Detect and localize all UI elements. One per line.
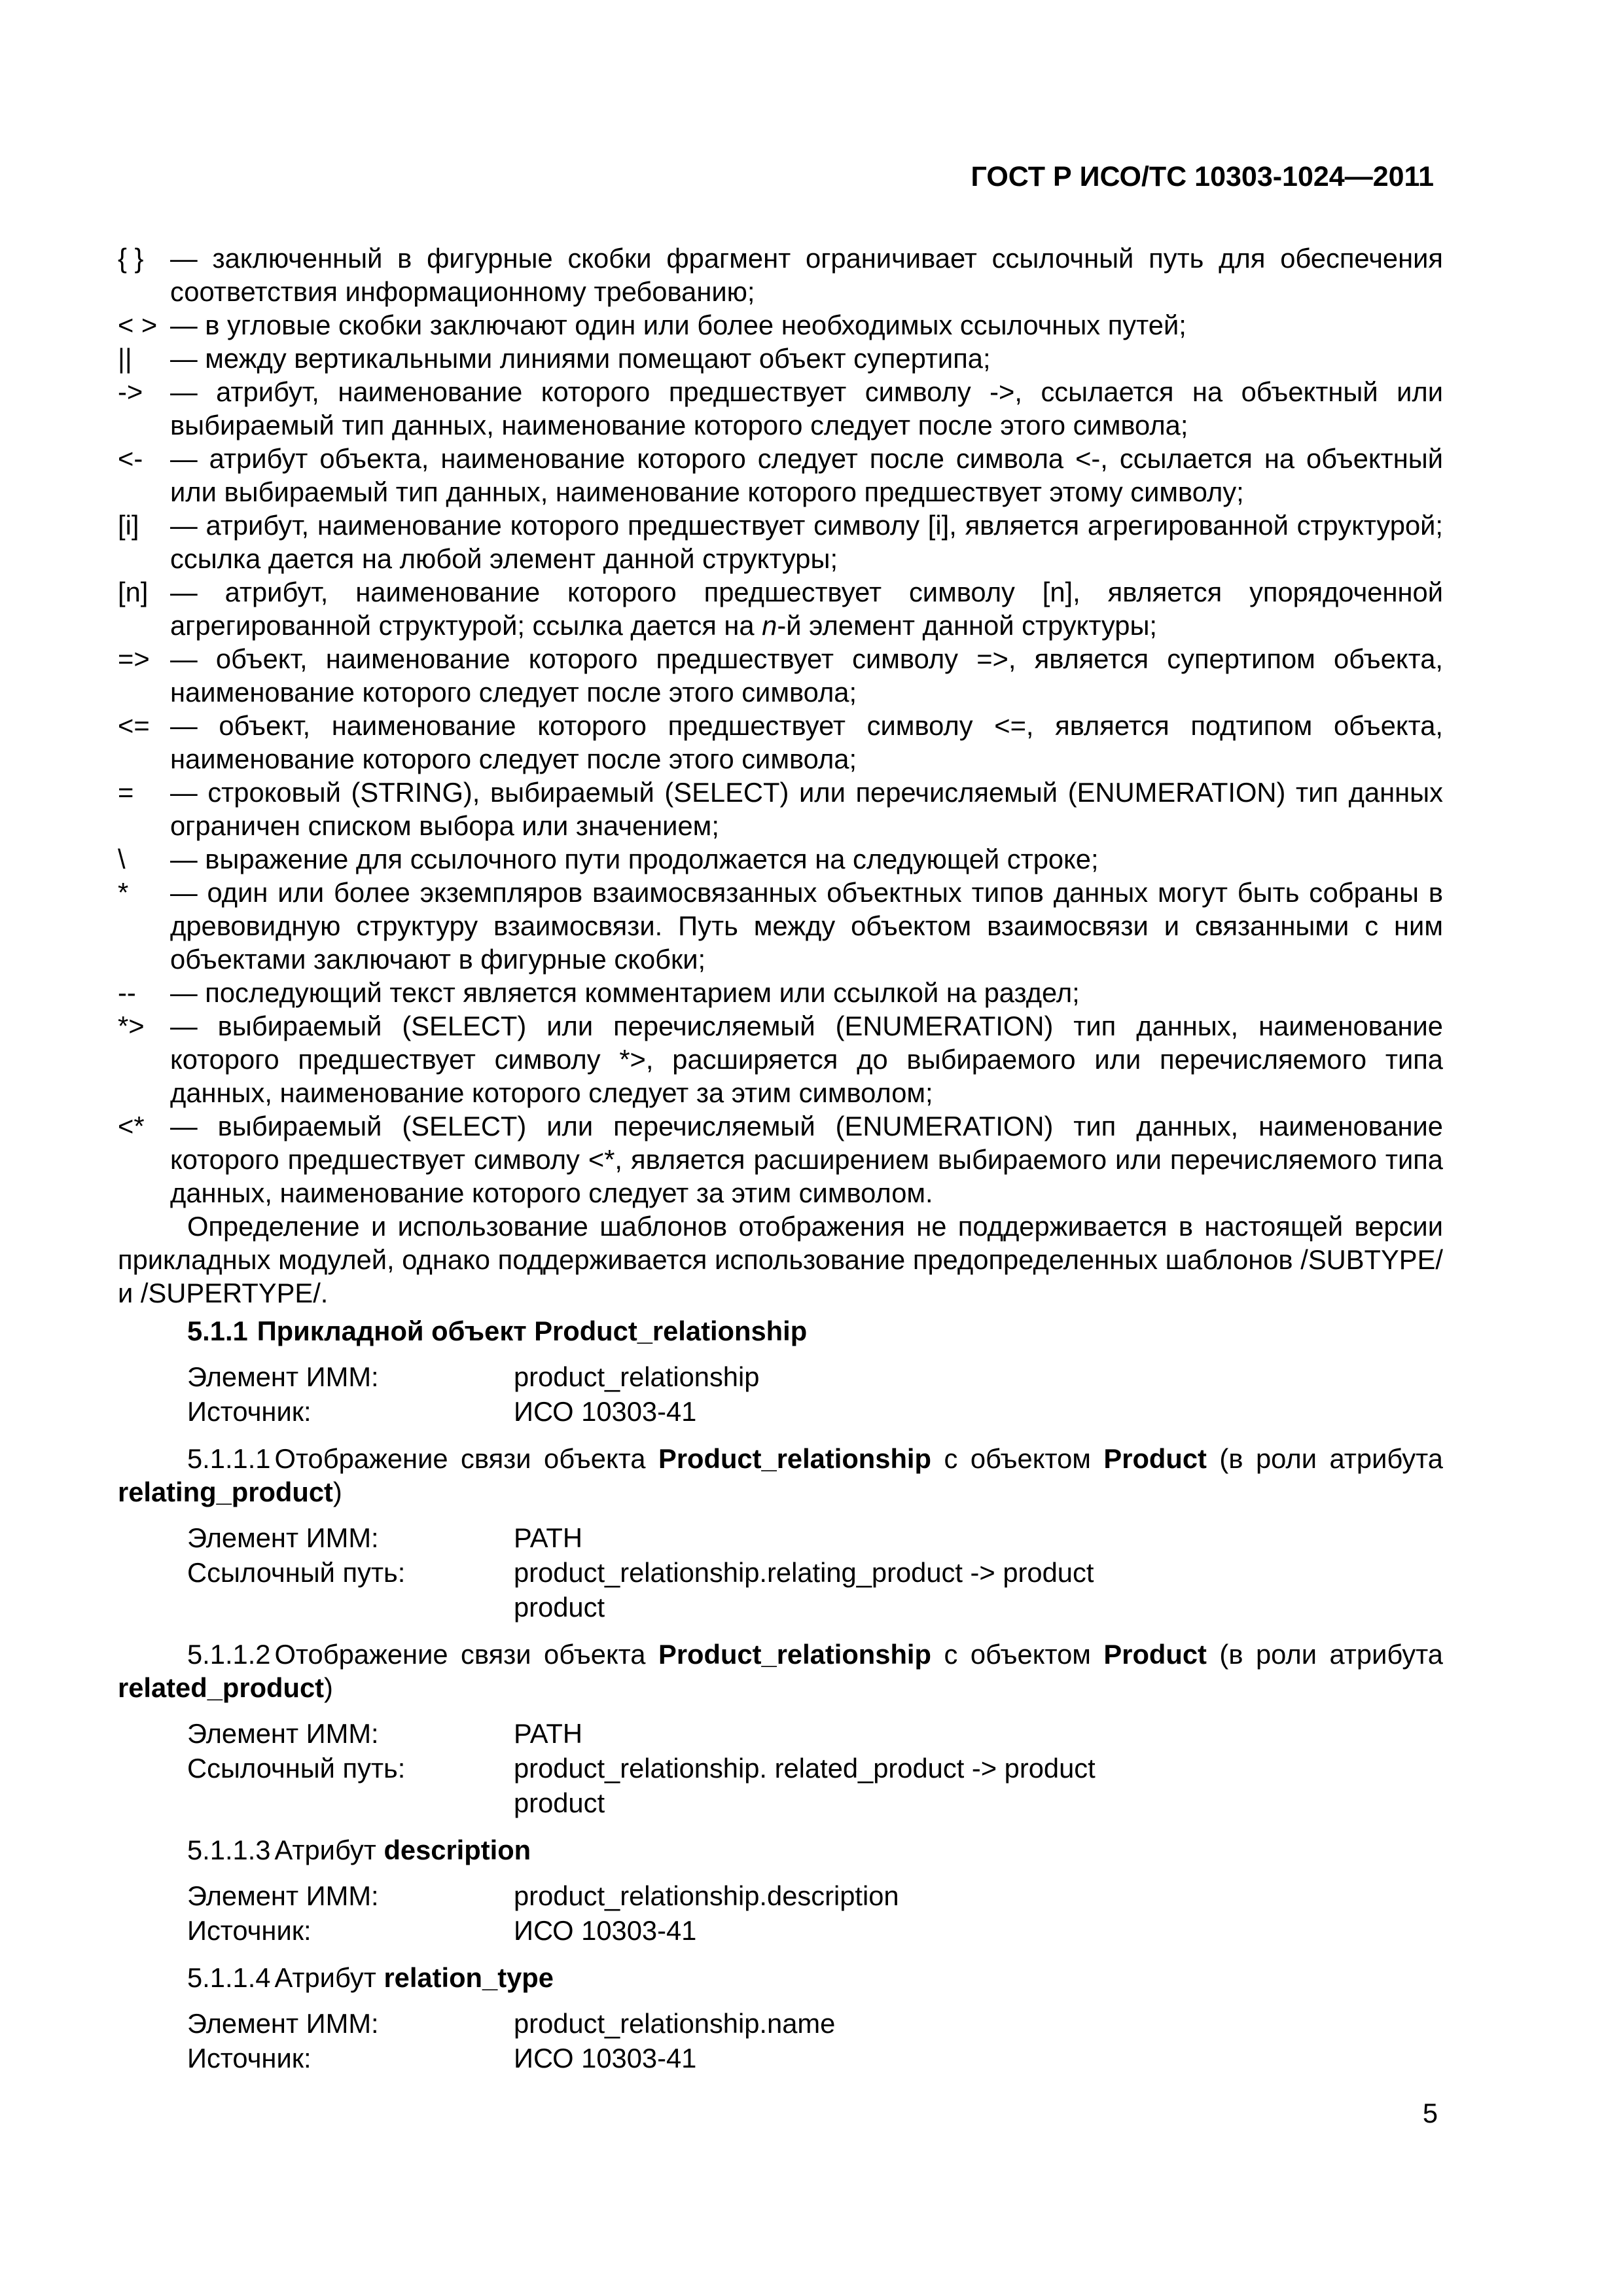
- notation-description: — выражение для ссылочного пути продолжается на следующей строке;: [170, 844, 1099, 874]
- mapping-row: [118, 1751, 1443, 1785]
- notation-symbol: =>: [118, 643, 150, 674]
- mapping-table: [118, 1716, 1443, 1820]
- notation-item: [118, 709, 1443, 776]
- notation-description: — заключенный в фигурные скобки фрагмент ограничивает ссылочный путь для обеспечения соответствия информационному требованию;: [170, 243, 1443, 307]
- mapping-label: Ссылочный путь:: [187, 1557, 406, 1588]
- notation-item: [118, 876, 1443, 976]
- subsection-text: ): [324, 1672, 333, 1703]
- mapping-value: product: [514, 1592, 605, 1623]
- notation-item: [118, 242, 1443, 308]
- notation-symbol: ||: [118, 343, 132, 374]
- subsection-paragraph: [118, 1833, 1443, 1867]
- mapping-label: Источник:: [187, 1396, 312, 1427]
- notation-symbol: ->: [118, 376, 143, 407]
- notation-item: [118, 575, 1443, 642]
- mapping-row: [118, 1394, 1443, 1429]
- notation-description: [170, 575, 1443, 642]
- subsection-text: Атрибут: [274, 1835, 384, 1865]
- notation-item: [118, 842, 1443, 876]
- mapping-label: Элемент ИММ:: [187, 1522, 379, 1553]
- mapping-row: [118, 2006, 1443, 2041]
- notation-symbol: \: [118, 844, 126, 874]
- subsection-number: 5.1.1.2: [187, 1639, 271, 1670]
- mapping-label: Источник:: [187, 1915, 312, 1946]
- notation-symbol: <-: [118, 443, 143, 474]
- mapping-value: product_relationship.relating_product -> product: [514, 1557, 1094, 1588]
- mapping-label: Элемент ИММ:: [187, 1880, 379, 1911]
- mapping-row: [118, 1555, 1443, 1590]
- subsection-text: (в роли атрибута: [1206, 1639, 1443, 1670]
- mapping-row: [118, 1878, 1443, 1913]
- notation-description: — один или более экземпляров взаимосвязанных объектных типов данных могут быть собраны в древовидную структуру взаимосвязи. Путь между объектом взаимосвязи и связанными с ним объектами заключают в фигурные скобки;: [170, 877, 1443, 975]
- notation-description: — атрибут, наименование которого предшествует символу [i], является агрегированной структурой; ссылка дается на любой элемент данной структуры;: [170, 510, 1443, 574]
- mapping-row: [118, 1716, 1443, 1751]
- mapping-table: [118, 2006, 1443, 2075]
- section-title: Прикладной объект Product_relationship: [257, 1316, 808, 1346]
- notation-item: [118, 642, 1443, 709]
- subsection-paragraph: [118, 1442, 1443, 1509]
- mapping-row: [118, 1913, 1443, 1948]
- mapping-row: [118, 1785, 1443, 1820]
- mapping-value: PATH: [514, 1718, 582, 1749]
- subsection-text-bold: Product_relationship: [658, 1443, 931, 1474]
- subsection-text-bold: Product: [1103, 1639, 1207, 1670]
- mapping-row: [118, 2041, 1443, 2075]
- subsection-text: Отображение связи объекта: [274, 1443, 659, 1474]
- notation-item: [118, 976, 1443, 1009]
- notation-symbol: --: [118, 977, 136, 1008]
- subsection-text: Атрибут: [274, 1962, 384, 1993]
- mapping-table: [118, 1878, 1443, 1948]
- subsection-text-bold: relating_product: [118, 1477, 333, 1507]
- mapping-label: [187, 1785, 514, 1820]
- subsection-number: 5.1.1.1: [187, 1443, 271, 1474]
- subsection-text: ): [332, 1477, 342, 1507]
- notation-description: — последующий текст является комментарием или ссылкой на раздел;: [170, 977, 1080, 1008]
- mapping-value: product_relationship: [514, 1361, 760, 1392]
- notation-text: -й элемент данной структуры;: [777, 610, 1157, 641]
- mapping-value: product: [514, 1787, 605, 1818]
- mapping-row: [118, 1520, 1443, 1555]
- mapping-table: [118, 1520, 1443, 1624]
- subsection-text: Отображение связи объекта: [274, 1639, 659, 1670]
- notation-symbol: [i]: [118, 510, 139, 541]
- notation-text-italic: n: [762, 610, 777, 641]
- mapping-value: ИСО 10303-41: [514, 1396, 697, 1427]
- notation-list: [118, 242, 1443, 1210]
- subsection-text: (в роли атрибута: [1206, 1443, 1443, 1474]
- subsection-text-bold: Product_relationship: [658, 1639, 931, 1670]
- notation-symbol: =: [118, 777, 134, 808]
- mapping-label: Элемент ИММ:: [187, 1361, 379, 1392]
- mapping-value: product_relationship.name: [514, 2008, 836, 2039]
- notation-description: — строковый (STRING), выбираемый (SELECT) или перечисляемый (ENUMERATION) тип данных ограничен списком выбора или значением;: [170, 777, 1443, 841]
- section-number: 5.1.1: [187, 1316, 248, 1346]
- intro-paragraph: Определение и использование шаблонов отображения не поддерживается в настоящей версии прикладных модулей, однако поддерживается использование предопределенных шаблонов /SUBTYPE/ и /SUPERTYPE/.: [118, 1211, 1443, 1308]
- mapping-value: ИСО 10303-41: [514, 2043, 697, 2073]
- mapping-row: [118, 1590, 1443, 1624]
- mapping-value: product_relationship.description: [514, 1880, 899, 1911]
- notation-description: — между вертикальными линиями помещают объект супертипа;: [170, 343, 991, 374]
- subsection-number: 5.1.1.4: [187, 1962, 271, 1993]
- notation-item: [118, 1109, 1443, 1210]
- notation-symbol: <*: [118, 1111, 145, 1141]
- notation-text: — атрибут, наименование которого предшествует символу [n], является упорядоченной агрегированной структурой; ссылка дается на: [170, 577, 1443, 641]
- subsection-text-bold: related_product: [118, 1672, 325, 1703]
- notation-item: [118, 375, 1443, 442]
- notation-symbol: [n]: [118, 577, 149, 607]
- notation-symbol: *: [118, 877, 129, 908]
- mapping-label: Источник:: [187, 2043, 312, 2073]
- subsection-paragraph: [118, 1961, 1443, 1994]
- mapping-table: [118, 1359, 1443, 1429]
- notation-item: [118, 1009, 1443, 1109]
- mapping-value: ИСО 10303-41: [514, 1915, 697, 1946]
- section-heading: [118, 1314, 1443, 1348]
- notation-description: — объект, наименование которого предшествует символу <=, является подтипом объекта, наименование которого следует после этого символа;: [170, 710, 1443, 774]
- mapping-label: [187, 1590, 514, 1624]
- subsection-text: с объектом: [931, 1639, 1104, 1670]
- subsection-paragraph: [118, 1638, 1443, 1704]
- notation-description: — объект, наименование которого предшествует символу =>, является супертипом объекта, наименование которого следует после этого символа;: [170, 643, 1443, 708]
- mapping-label: Ссылочный путь:: [187, 1753, 406, 1784]
- mapping-value: PATH: [514, 1522, 582, 1553]
- mapping-label: Элемент ИММ:: [187, 2008, 379, 2039]
- notation-item: [118, 342, 1443, 375]
- notation-symbol: <=: [118, 710, 150, 741]
- notation-description: — атрибут объекта, наименование которого следует после символа <-, ссылается на объектный или выбираемый тип данных, наименование которого предшествует этому символу;: [170, 443, 1443, 507]
- notation-symbol: *>: [118, 1011, 145, 1041]
- notation-description: — в угловые скобки заключают один или более необходимых ссылочных путей;: [170, 310, 1186, 340]
- notation-item: [118, 509, 1443, 575]
- notation-description: — выбираемый (SELECT) или перечисляемый (ENUMERATION) тип данных, наименование которого предшествует символу *>, расширяется до выбираемого или перечисляемого типа данных, наименование которого следует за этим символом;: [170, 1011, 1443, 1108]
- notation-item: [118, 776, 1443, 842]
- notation-item: [118, 442, 1443, 509]
- subsection-text-bold: Product: [1103, 1443, 1207, 1474]
- notation-symbol: { }: [118, 243, 144, 274]
- mapping-value: product_relationship. related_product -> product: [514, 1753, 1096, 1784]
- subsection-text-bold: relation_type: [383, 1962, 554, 1993]
- page-number: 5: [1422, 2098, 1438, 2128]
- subsection-text: с объектом: [931, 1443, 1104, 1474]
- document-number: ГОСТ Р ИСО/ТС 10303-1024—2011: [971, 161, 1434, 192]
- notation-item: [118, 308, 1443, 342]
- notation-symbol: < >: [118, 310, 158, 340]
- subsection-text-bold: description: [383, 1835, 531, 1865]
- page-content: [118, 242, 1443, 2089]
- subsection-number: 5.1.1.3: [187, 1835, 271, 1865]
- mapping-row: [118, 1359, 1443, 1394]
- mapping-label: Элемент ИММ:: [187, 1718, 379, 1749]
- notation-description: — атрибут, наименование которого предшествует символу ->, ссылается на объектный или выбираемый тип данных, наименование которого следует после этого символа;: [170, 376, 1443, 440]
- notation-description: — выбираемый (SELECT) или перечисляемый (ENUMERATION) тип данных, наименование которого предшествует символу <*, является расширением выбираемого или перечисляемого типа данных, наименование которого следует за этим символом.: [170, 1111, 1443, 1208]
